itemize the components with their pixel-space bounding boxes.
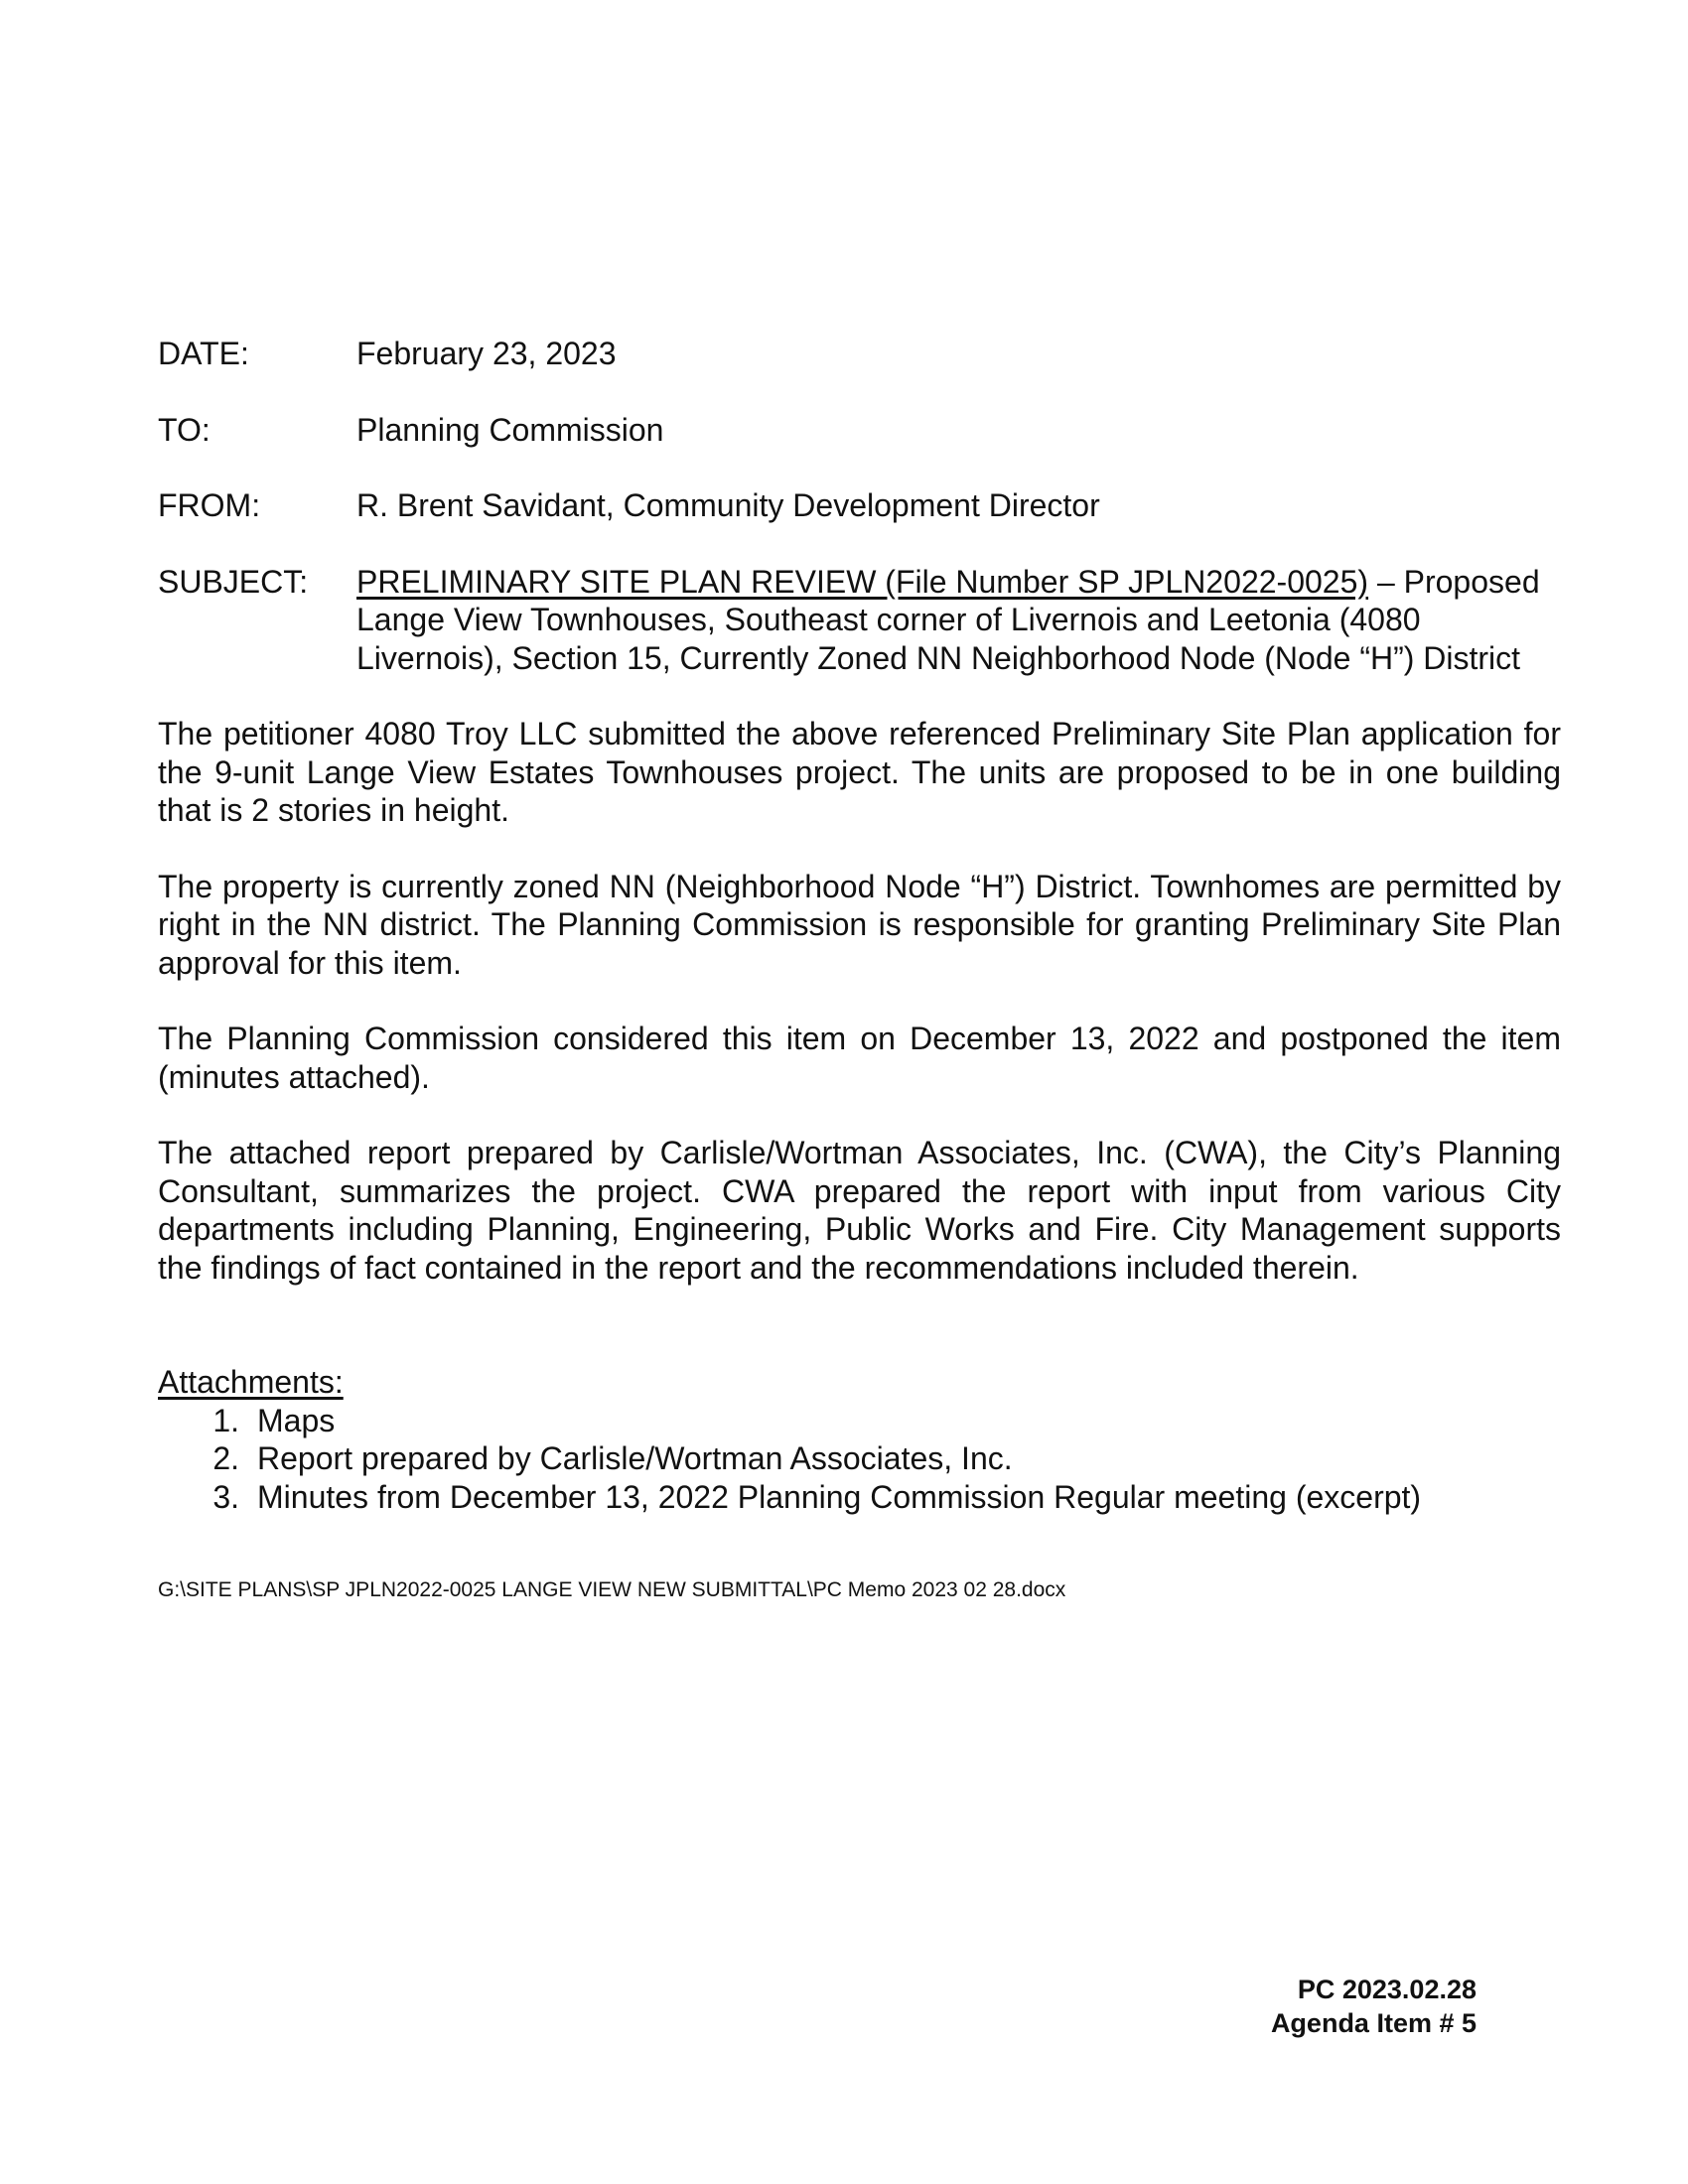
subject-title: PRELIMINARY SITE PLAN REVIEW (File Number SP JPLN2022-0025) xyxy=(356,563,1369,600)
file-path: G:\SITE PLANS\SP JPLN2022-0025 LANGE VIEW NEW SUBMITTAL\PC Memo 2023 02 28.docx xyxy=(158,1578,1066,1601)
memo-body xyxy=(158,335,1561,1516)
subject-value xyxy=(356,563,1561,678)
to-label: TO: xyxy=(158,411,211,448)
list-item-text: Maps xyxy=(257,1402,336,1438)
date-row xyxy=(158,335,1561,373)
from-value: R. Brent Savidant, Community Development Director xyxy=(356,487,1100,523)
subject-row xyxy=(158,563,1561,678)
paragraph-postponed: The Planning Commission considered this item on December 13, 2022 and postponed the item (minutes attached). xyxy=(158,1021,1561,1095)
list-item xyxy=(158,1439,1561,1478)
attachments-heading: Attachments: xyxy=(158,1364,344,1400)
date-label: DATE: xyxy=(158,336,249,371)
list-item-number: 2. xyxy=(212,1440,239,1476)
paragraph-zoning: The property is currently zoned NN (Neighborhood Node “H”) District. Townhomes are permitted by right in the NN district. The Planning Commission is responsible for granting Preliminary Site Plan approval for this item. xyxy=(158,868,1561,981)
subject-label: SUBJECT: xyxy=(158,563,309,600)
subject-description: – Proposed Lange View Townhouses, Southeast corner of Livernois and Leetonia (4080 Livernois), Section 15, Currently Zoned NN Neighborhood Node (Node “H”) District xyxy=(356,563,1540,676)
list-item xyxy=(158,1402,1561,1440)
footer-agenda-item: Agenda Item # 5 xyxy=(1270,2008,1477,2038)
from-row xyxy=(158,486,1561,525)
paragraph-report: The attached report prepared by Carlisle/Wortman Associates, Inc. (CWA), the City’s Planning Consultant, summarizes the project. CWA prepared the report with input from various City departments including Planning, Engineering, Public Works and Fire. City Management supports the findings of fact contained in the report and the recommendations included therein. xyxy=(158,1135,1561,1286)
paragraph-petitioner: The petitioner 4080 Troy LLC submitted the above referenced Preliminary Site Plan application for the 9-unit Lange View Estates Townhouses project. The units are proposed to be in one building that is 2 stories in height. xyxy=(158,716,1561,828)
list-item-number: 3. xyxy=(212,1478,239,1515)
list-item xyxy=(158,1478,1561,1517)
footer-meeting-date: PC 2023.02.28 xyxy=(1297,1975,1477,2004)
agenda-footer xyxy=(1271,1973,1477,2040)
list-item-number: 1. xyxy=(212,1402,239,1438)
list-item-text: Report prepared by Carlisle/Wortman Associates, Inc. xyxy=(257,1440,1013,1476)
attachments-list xyxy=(158,1402,1561,1517)
from-label: FROM: xyxy=(158,487,261,523)
to-row xyxy=(158,411,1561,450)
date-value: February 23, 2023 xyxy=(356,336,617,371)
to-value: Planning Commission xyxy=(356,411,664,448)
list-item-text: Minutes from December 13, 2022 Planning Commission Regular meeting (excerpt) xyxy=(257,1478,1422,1515)
